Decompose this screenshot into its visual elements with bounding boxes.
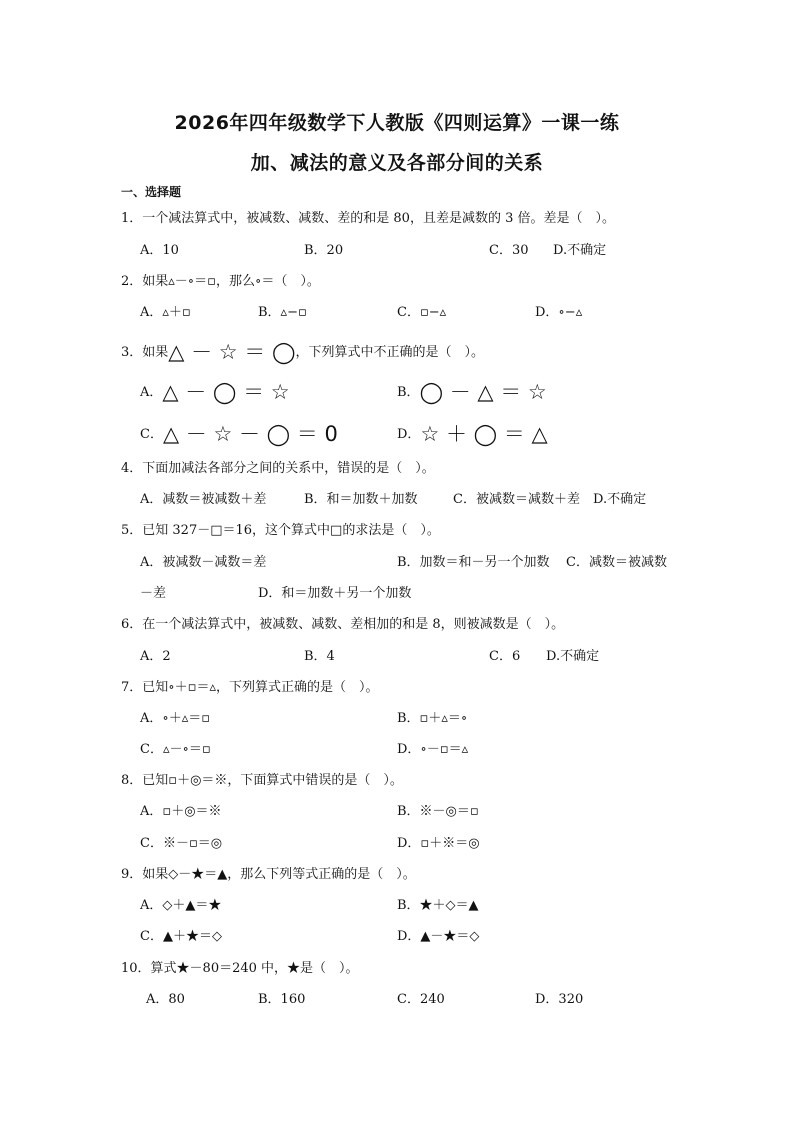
question-5-option-c-continued: －差 — [140, 586, 167, 601]
question-2-option-d[interactable]: D．∘−▵ — [535, 305, 583, 320]
document-subtitle: 加、减法的意义及各部分间的关系 — [250, 152, 544, 174]
question-8-option-c[interactable]: C．※－▫＝◎ — [140, 836, 223, 851]
question-6-option-c[interactable]: C．6 — [489, 649, 521, 664]
question-3-option-b-expression: ◯ － △ ＝ ☆ — [419, 380, 547, 404]
question-1-option-d[interactable]: D.不确定 — [553, 243, 607, 258]
question-3-stem — [121, 336, 484, 366]
question-6-stem: 6．在一个减法算式中，被减数、减数、差相加的和是 8，则被减数是（ ）。 — [121, 617, 565, 632]
question-10-option-d[interactable]: D．320 — [535, 992, 584, 1007]
question-5-option-c[interactable]: C．减数＝被减数 — [566, 555, 667, 570]
question-1-option-a[interactable]: A．10 — [140, 243, 179, 258]
question-3-option-d[interactable] — [397, 418, 548, 448]
question-2-option-a[interactable]: A．▵＋▫ — [140, 305, 191, 320]
question-4-option-d[interactable]: D.不确定 — [593, 492, 647, 507]
question-7-option-a[interactable]: A．∘＋▵＝▫ — [140, 711, 211, 726]
question-6-option-b[interactable]: B．4 — [304, 649, 335, 664]
question-8-stem: 8．已知▫＋◎＝※，下面算式中错误的是（ ）。 — [121, 773, 403, 788]
question-9-stem: 9．如果◇－★＝▲，那么下列等式正确的是（ ）。 — [121, 867, 416, 882]
question-6-option-d[interactable]: D.不确定 — [546, 649, 600, 664]
question-5-option-d[interactable]: D．和＝加数＋另一个加数 — [258, 586, 412, 601]
question-3-stem-suffix: ，下列算式中不正确的是（ ）。 — [295, 345, 484, 360]
question-8-option-a[interactable]: A．▫＋◎＝※ — [140, 804, 222, 819]
question-2-stem: 2．如果▵－∘＝▫，那么∘＝（ ）。 — [121, 274, 320, 289]
question-2-option-b[interactable]: B．▵−▫ — [258, 305, 307, 320]
question-7-option-d[interactable]: D．∘－▫＝▵ — [397, 742, 469, 757]
question-3-stem-prefix: 3．如果 — [121, 345, 169, 360]
question-1-stem: 1．一个减法算式中，被减数、减数、差的和是 80，且差是减数的 3 倍。差是（ ）。 — [121, 211, 615, 226]
question-1-option-c[interactable]: C．30 — [489, 243, 529, 258]
question-4-option-c[interactable]: C．被减数＝减数＋差 — [453, 492, 580, 507]
question-9-option-a[interactable]: A．◇＋▲＝★ — [140, 898, 222, 913]
question-10-stem: 10．算式★－80＝240 中，★是（ ）。 — [121, 961, 359, 976]
question-2-option-c[interactable]: C．▫−▵ — [397, 305, 447, 320]
question-8-option-b[interactable]: B．※－◎＝▫ — [397, 804, 479, 819]
question-10-option-b[interactable]: B．160 — [258, 992, 306, 1007]
question-7-stem: 7．已知∘＋▫＝▵，下列算式正确的是（ ）。 — [121, 680, 379, 695]
question-7-option-c[interactable]: C．▵－∘＝▫ — [140, 742, 211, 757]
document-title: 2026年四年级数学下人教版《四则运算》一课一练 — [174, 112, 620, 134]
question-3-option-c[interactable] — [140, 418, 338, 448]
question-5-stem: 5．已知 327－□＝16，这个算式中□的求法是（ ）。 — [121, 523, 440, 538]
question-3-option-b-label: B． — [397, 385, 420, 400]
question-5-option-a[interactable]: A．被减数－减数＝差 — [140, 555, 267, 570]
question-7-option-b[interactable]: B．▫＋▵＝∘ — [397, 711, 468, 726]
section-heading: 一、选择题 — [121, 185, 182, 199]
question-1-option-b[interactable]: B．20 — [304, 243, 344, 258]
question-3-option-c-label: C． — [140, 427, 163, 442]
question-3-option-a-expression: △ － ◯ ＝ ☆ — [162, 380, 290, 404]
question-9-option-b[interactable]: B．★＋◇＝▲ — [397, 898, 479, 913]
question-3-option-c-expression: △ － ☆ － ◯ ＝ 0 — [162, 422, 338, 446]
question-9-option-d[interactable]: D．▲－★＝◇ — [397, 929, 480, 944]
question-4-option-b[interactable]: B．和＝加数＋加数 — [304, 492, 418, 507]
question-3-option-d-expression: ☆ ＋ ◯ ＝ △ — [420, 422, 548, 446]
question-8-option-d[interactable]: D．▫＋※＝◎ — [397, 836, 480, 851]
question-4-option-a[interactable]: A．减数＝被减数＋差 — [140, 492, 267, 507]
question-3-stem-expression: △ － ☆ ＝ ◯ — [168, 340, 296, 364]
question-3-option-a-label: A． — [140, 385, 163, 400]
question-10-option-c[interactable]: C．240 — [397, 992, 445, 1007]
question-3-option-b[interactable] — [397, 376, 547, 406]
question-9-option-c[interactable]: C．▲＋★＝◇ — [140, 929, 222, 944]
question-5-option-b[interactable]: B．加数＝和－另一个加数 — [397, 555, 550, 570]
question-10-option-a[interactable]: A．80 — [146, 992, 185, 1007]
question-3-option-d-label: D． — [397, 427, 421, 442]
question-3-option-a[interactable] — [140, 376, 290, 406]
question-4-stem: 4．下面加减法各部分之间的关系中，错误的是（ ）。 — [121, 461, 435, 476]
question-6-option-a[interactable]: A．2 — [140, 649, 171, 664]
